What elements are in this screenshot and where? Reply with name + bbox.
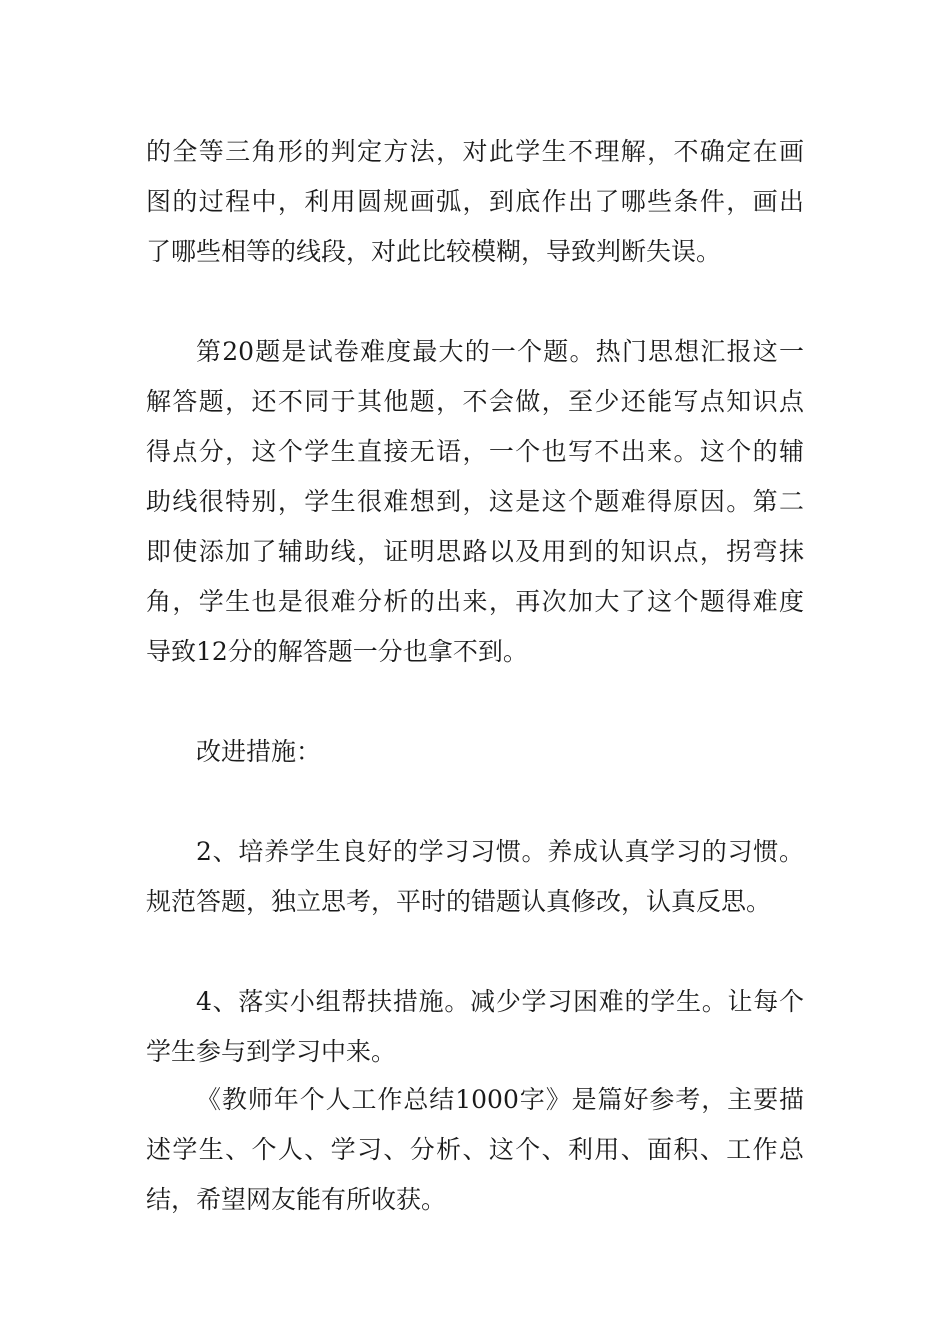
paragraph-5-line-1: 4、落实小组帮扶措施。减少学习困难的学生。让每个 — [196, 987, 804, 1016]
paragraph-2-line-5: 即使添加了辅助线，证明思路以及用到的知识点，拐弯抹 — [146, 537, 804, 566]
paragraph-1-line-3: 了哪些相等的线段，对此比较模糊，导致判断失误。 — [146, 237, 722, 266]
paragraph-1-line-2: 图的过程中，利用圆规画弧，到底作出了哪些条件，画出 — [146, 187, 804, 216]
paragraph-4-line-2: 规范答题，独立思考，平时的错题认真修改，认真反思。 — [146, 887, 772, 916]
paragraph-2-line-4: 助线很特别，学生很难想到，这是这个题难得原因。第二 — [146, 487, 804, 516]
improvement-measures-heading: 改进措施： — [196, 737, 322, 766]
paragraph-4-line-1: 2、培养学生良好的学习习惯。养成认真学习的习惯。 — [196, 837, 804, 866]
paragraph-2-line-6: 角，学生也是很难分析的出来，再次加大了这个题得难度 — [146, 587, 804, 616]
paragraph-6-line-2: 述学生、个人、学习、分析、这个、利用、面积、工作总 — [146, 1135, 804, 1164]
paragraph-1-line-1: 的全等三角形的判定方法，对此学生不理解，不确定在画 — [146, 137, 804, 166]
paragraph-2-line-2: 解答题，还不同于其他题，不会做，至少还能写点知识点 — [146, 387, 804, 416]
paragraph-6-line-1: 《教师年个人工作总结1000字》是篇好参考，主要描 — [196, 1085, 804, 1114]
paragraph-5-line-2: 学生参与到学习中来。 — [146, 1037, 397, 1066]
paragraph-2-line-3: 得点分，这个学生直接无语，一个也写不出来。这个的辅 — [146, 437, 804, 466]
paragraph-2-line-7: 导致12分的解答题一分也拿不到。 — [146, 637, 528, 666]
paragraph-6-line-3: 结，希望网友能有所收获。 — [146, 1185, 447, 1214]
paragraph-2-line-1: 第20题是试卷难度最大的一个题。热门思想汇报这一 — [196, 337, 804, 366]
